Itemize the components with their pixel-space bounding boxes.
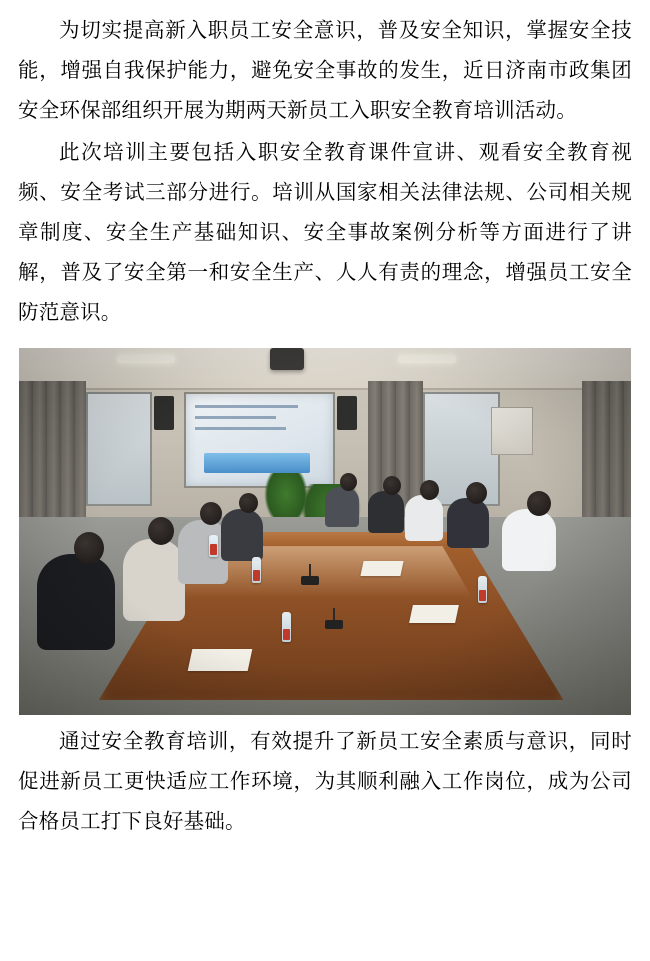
- photo-curtain: [582, 381, 631, 517]
- photo-person-head: [200, 502, 222, 525]
- photo-person: [123, 539, 185, 621]
- photo-window: [86, 392, 151, 506]
- photo-water-bottle: [209, 535, 218, 557]
- photo-person-head: [466, 482, 487, 504]
- photo-person-head: [74, 532, 104, 564]
- photo-air-conditioner: [491, 407, 533, 455]
- photo-speaker: [154, 396, 174, 430]
- photo-ceiling: [19, 348, 631, 390]
- photo-microphone: [325, 620, 343, 629]
- photo-projection-screen: [184, 392, 335, 488]
- photo-person-head: [340, 473, 357, 491]
- photo-person: [37, 554, 115, 650]
- photo-paper: [188, 649, 253, 671]
- photo-person: [221, 509, 263, 561]
- photo-person-head: [527, 491, 551, 516]
- photo-curtain: [19, 381, 86, 517]
- photo-person: [447, 498, 489, 548]
- photo-water-bottle: [282, 612, 291, 642]
- photo-ceiling-light: [398, 355, 456, 363]
- photo-person: [368, 491, 404, 533]
- photo-paper: [409, 605, 459, 623]
- photo-water-bottle: [252, 557, 261, 583]
- photo-person: [502, 509, 556, 571]
- photo-person-head: [148, 517, 174, 545]
- photo-microphone: [301, 576, 319, 585]
- figure-training-photo: [18, 348, 632, 715]
- photo-projector: [270, 348, 304, 370]
- photo-person-head: [420, 480, 439, 500]
- paragraph-1: 为切实提高新入职员工安全意识，普及安全知识，掌握安全技能，增强自我保护能力，避免安全事故的发生，近日济南市政集团安全环保部组织开展为期两天新员工入职安全教育培训活动。: [18, 18, 632, 122]
- photo-paper: [360, 561, 403, 576]
- photo-water-bottle: [478, 576, 487, 603]
- photo-person: [325, 487, 359, 527]
- training-photo-image: [19, 348, 631, 715]
- photo-person: [405, 495, 443, 541]
- paragraph-2: 此次培训主要包括入职安全教育课件宣讲、观看安全教育视频、安全考试三部分进行。培训从国家相关法律法规、公司相关规章制度、安全生产基础知识、安全事故案例分析等方面进行了讲解，普及了安全第一和安全生产、人人有责的理念，增强员工安全防范意识。: [18, 140, 632, 324]
- photo-speaker: [337, 396, 357, 430]
- paragraph-3: 通过安全教育培训，有效提升了新员工安全素质与意识，同时促进新员工更快适应工作环境，为其顺利融入工作岗位，成为公司合格员工打下良好基础。: [18, 729, 632, 833]
- photo-ceiling-light: [117, 355, 175, 363]
